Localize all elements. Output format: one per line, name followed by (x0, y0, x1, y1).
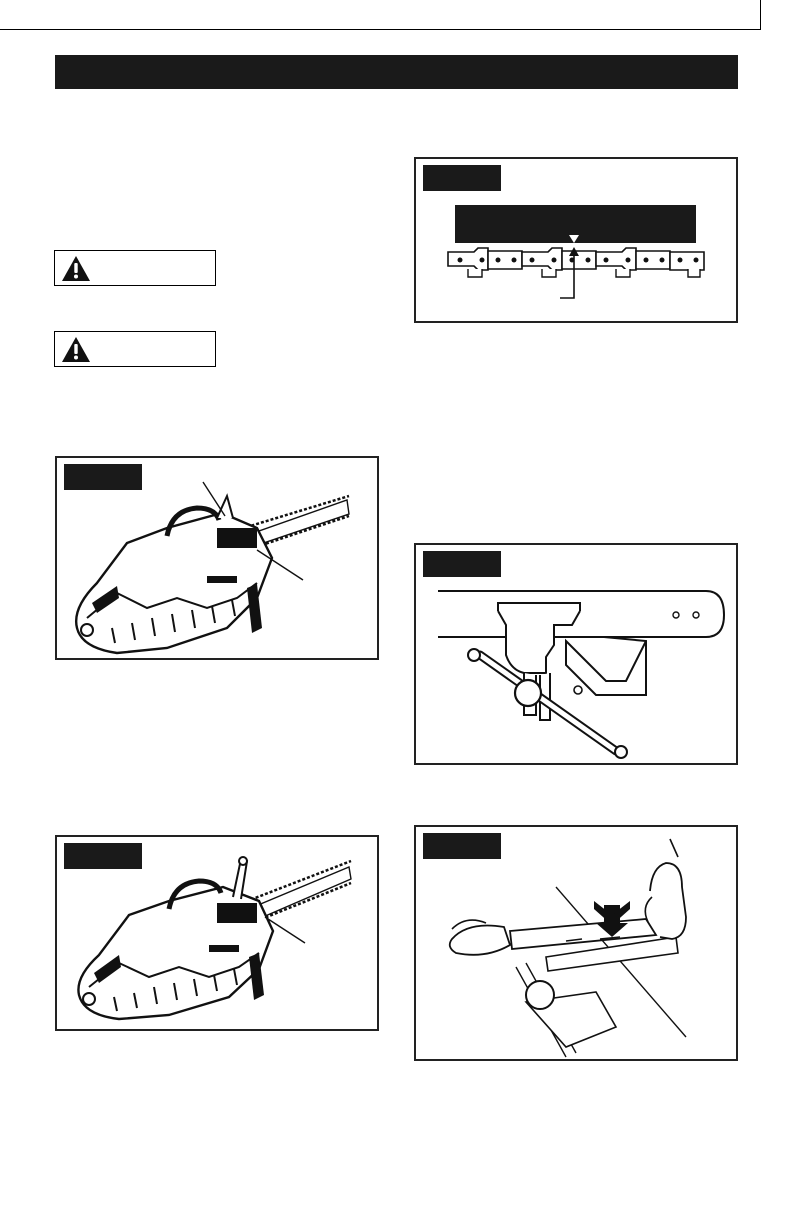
vise-icon (416, 545, 740, 767)
warning-box-2 (54, 331, 216, 367)
warning-triangle-icon (61, 336, 91, 363)
section-header-bar (55, 55, 738, 89)
chainsaw-icon (57, 837, 381, 1033)
warning-triangle-icon (61, 255, 91, 282)
figure-chain-links (414, 157, 738, 323)
chainsaw-icon (57, 458, 381, 662)
figure-bar-in-vise (414, 543, 738, 765)
figure-chainsaw-tension-1 (55, 456, 379, 660)
figure-chainsaw-tension-2 (55, 835, 379, 1031)
crop-mark-vertical (760, 0, 761, 30)
chain-links-icon (416, 159, 740, 325)
warning-box-1 (54, 250, 216, 286)
crop-mark-horizontal (0, 29, 760, 30)
figure-file-sharpening (414, 825, 738, 1061)
file-sharpening-icon (416, 827, 740, 1063)
